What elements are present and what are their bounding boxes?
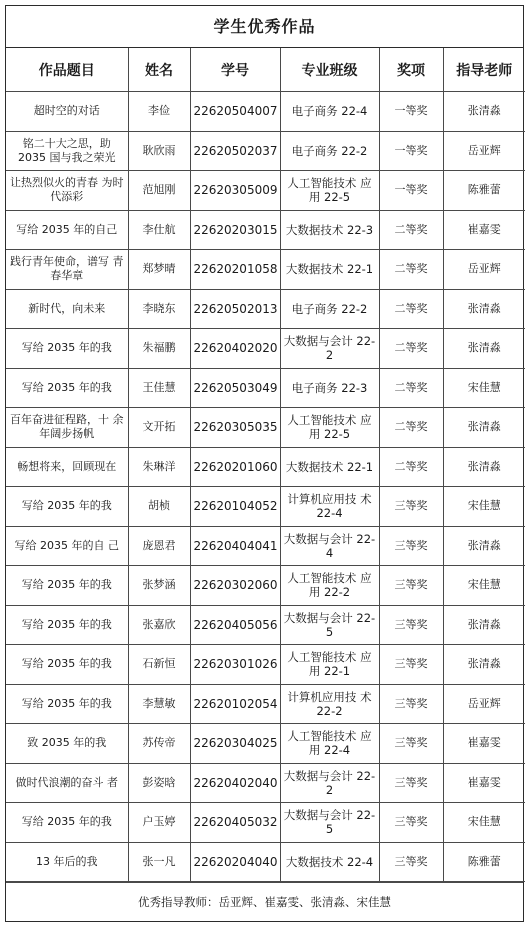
table-row (6, 803, 525, 843)
cell-advisor: 张清淼 (443, 605, 525, 645)
cell-class: 大数据与会计 22-5 (280, 605, 379, 645)
table-row (6, 447, 525, 487)
cell-work-title: 写给 2035 年的我 (6, 684, 128, 724)
header-award: 奖项 (379, 48, 443, 92)
cell-work-title: 践行青年使命，谱写 青春华章 (6, 250, 128, 290)
cell-name: 范旭刚 (128, 171, 190, 211)
cell-work-title: 写给 2035 年的我 (6, 368, 128, 408)
cell-advisor: 宋佳慧 (443, 368, 525, 408)
cell-student-id: 22620301026 (190, 645, 280, 685)
cell-award: 三等奖 (379, 842, 443, 882)
cell-work-title: 写给 2035 年的自 己 (6, 526, 128, 566)
cell-work-title: 畅想将来，回顾现在 (6, 447, 128, 487)
cell-student-id: 22620204040 (190, 842, 280, 882)
cell-name: 户玉婷 (128, 803, 190, 843)
cell-class: 大数据与会计 22-5 (280, 803, 379, 843)
cell-student-id: 22620102054 (190, 684, 280, 724)
cell-award: 一等奖 (379, 171, 443, 211)
cell-work-title: 写给 2035 年的我 (6, 487, 128, 527)
cell-name: 耿欣雨 (128, 131, 190, 171)
cell-name: 郑梦晴 (128, 250, 190, 290)
cell-work-title: 写给 2035 年的自己 (6, 210, 128, 250)
cell-advisor: 张清淼 (443, 92, 525, 132)
cell-award: 二等奖 (379, 289, 443, 329)
cell-class: 人工智能技术 应用 22-4 (280, 724, 379, 764)
cell-name: 庞恩君 (128, 526, 190, 566)
table-row (6, 408, 525, 448)
cell-advisor: 岳亚辉 (443, 131, 525, 171)
cell-advisor: 宋佳慧 (443, 487, 525, 527)
cell-award: 二等奖 (379, 329, 443, 369)
cell-class: 大数据与会计 22-4 (280, 526, 379, 566)
cell-work-title: 写给 2035 年的我 (6, 566, 128, 606)
cell-award: 三等奖 (379, 566, 443, 606)
cell-advisor: 崔嘉雯 (443, 763, 525, 803)
cell-work-title: 做时代浪潮的奋斗 者 (6, 763, 128, 803)
cell-award: 二等奖 (379, 368, 443, 408)
cell-name: 张一凡 (128, 842, 190, 882)
cell-advisor: 岳亚辉 (443, 684, 525, 724)
table-row (6, 684, 525, 724)
cell-name: 张梦涵 (128, 566, 190, 606)
cell-name: 张嘉欣 (128, 605, 190, 645)
cell-student-id: 22620503049 (190, 368, 280, 408)
cell-award: 三等奖 (379, 724, 443, 764)
header-class: 专业班级 (280, 48, 379, 92)
cell-advisor: 张清淼 (443, 447, 525, 487)
cell-award: 一等奖 (379, 131, 443, 171)
cell-award: 三等奖 (379, 605, 443, 645)
cell-class: 大数据技术 22-4 (280, 842, 379, 882)
cell-work-title: 百年奋进征程路，十 余年阔步扬帆 (6, 408, 128, 448)
cell-student-id: 22620402040 (190, 763, 280, 803)
table-title: 学生优秀作品 (6, 6, 523, 48)
header-student-id: 学号 (190, 48, 280, 92)
cell-award: 三等奖 (379, 526, 443, 566)
cell-advisor: 张清淼 (443, 526, 525, 566)
cell-award: 二等奖 (379, 250, 443, 290)
table-row (6, 289, 525, 329)
cell-student-id: 22620502013 (190, 289, 280, 329)
cell-work-title: 写给 2035 年的我 (6, 605, 128, 645)
cell-award: 三等奖 (379, 684, 443, 724)
cell-award: 三等奖 (379, 487, 443, 527)
cell-work-title: 让热烈似火的青春 为时代添彩 (6, 171, 128, 211)
cell-advisor: 宋佳慧 (443, 566, 525, 606)
cell-award: 二等奖 (379, 408, 443, 448)
cell-work-title: 写给 2035 年的我 (6, 645, 128, 685)
table-row (6, 487, 525, 527)
cell-student-id: 22620305009 (190, 171, 280, 211)
cell-class: 电子商务 22-2 (280, 289, 379, 329)
cell-student-id: 22620305035 (190, 408, 280, 448)
cell-student-id: 22620402020 (190, 329, 280, 369)
cell-work-title: 写给 2035 年的我 (6, 803, 128, 843)
cell-class: 人工智能技术 应用 22-5 (280, 408, 379, 448)
cell-class: 大数据技术 22-1 (280, 447, 379, 487)
table-row (6, 605, 525, 645)
table-row (6, 368, 525, 408)
table-row (6, 210, 525, 250)
cell-name: 苏传帝 (128, 724, 190, 764)
table-row (6, 763, 525, 803)
cell-name: 李慧敏 (128, 684, 190, 724)
cell-work-title: 致 2035 年的我 (6, 724, 128, 764)
cell-advisor: 宋佳慧 (443, 803, 525, 843)
cell-student-id: 22620405056 (190, 605, 280, 645)
cell-class: 大数据与会计 22-2 (280, 329, 379, 369)
cell-advisor: 陈雅蕾 (443, 842, 525, 882)
cell-class: 电子商务 22-2 (280, 131, 379, 171)
table-row (6, 724, 525, 764)
header-row (6, 48, 525, 92)
awards-table-sheet (5, 5, 524, 922)
header-work-title: 作品题目 (6, 48, 128, 92)
cell-student-id: 22620104052 (190, 487, 280, 527)
table-row (6, 329, 525, 369)
cell-name: 彭姿晗 (128, 763, 190, 803)
cell-award: 二等奖 (379, 210, 443, 250)
cell-advisor: 岳亚辉 (443, 250, 525, 290)
cell-work-title: 铭二十大之思，助 2035 国与我之荣光 (6, 131, 128, 171)
cell-name: 王佳慧 (128, 368, 190, 408)
cell-award: 一等奖 (379, 92, 443, 132)
cell-student-id: 22620405032 (190, 803, 280, 843)
awards-table (6, 48, 525, 882)
cell-advisor: 张清淼 (443, 645, 525, 685)
cell-class: 电子商务 22-3 (280, 368, 379, 408)
cell-student-id: 22620502037 (190, 131, 280, 171)
cell-award: 三等奖 (379, 645, 443, 685)
cell-advisor: 张清淼 (443, 289, 525, 329)
cell-name: 文开拓 (128, 408, 190, 448)
cell-name: 李晓东 (128, 289, 190, 329)
cell-class: 人工智能技术 应用 22-1 (280, 645, 379, 685)
table-row (6, 250, 525, 290)
cell-award: 二等奖 (379, 447, 443, 487)
header-advisor: 指导老师 (443, 48, 525, 92)
table-row (6, 842, 525, 882)
cell-name: 石新恒 (128, 645, 190, 685)
table-row (6, 131, 525, 171)
table-row (6, 645, 525, 685)
table-row (6, 526, 525, 566)
cell-class: 电子商务 22-4 (280, 92, 379, 132)
cell-student-id: 22620201060 (190, 447, 280, 487)
cell-name: 胡桢 (128, 487, 190, 527)
cell-name: 李俭 (128, 92, 190, 132)
cell-class: 人工智能技术 应用 22-2 (280, 566, 379, 606)
cell-award: 三等奖 (379, 763, 443, 803)
cell-class: 大数据与会计 22-2 (280, 763, 379, 803)
cell-class: 人工智能技术 应用 22-5 (280, 171, 379, 211)
cell-student-id: 22620504007 (190, 92, 280, 132)
cell-student-id: 22620203015 (190, 210, 280, 250)
cell-work-title: 超时空的对话 (6, 92, 128, 132)
cell-name: 朱琳洋 (128, 447, 190, 487)
header-name: 姓名 (128, 48, 190, 92)
cell-advisor: 陈雅蕾 (443, 171, 525, 211)
cell-advisor: 张清淼 (443, 408, 525, 448)
cell-student-id: 22620404041 (190, 526, 280, 566)
cell-advisor: 崔嘉雯 (443, 210, 525, 250)
table-row (6, 92, 525, 132)
cell-class: 计算机应用技 术 22-2 (280, 684, 379, 724)
outstanding-advisors-note: 优秀指导教师：岳亚辉、崔嘉雯、张清淼、宋佳慧 (6, 882, 523, 921)
cell-student-id: 22620201058 (190, 250, 280, 290)
table-row (6, 566, 525, 606)
cell-work-title: 写给 2035 年的我 (6, 329, 128, 369)
cell-student-id: 22620304025 (190, 724, 280, 764)
cell-student-id: 22620302060 (190, 566, 280, 606)
cell-class: 计算机应用技 术 22-4 (280, 487, 379, 527)
cell-advisor: 崔嘉雯 (443, 724, 525, 764)
table-row (6, 171, 525, 211)
cell-name: 朱福鹏 (128, 329, 190, 369)
cell-work-title: 13 年后的我 (6, 842, 128, 882)
cell-advisor: 张清淼 (443, 329, 525, 369)
cell-work-title: 新时代，向未来 (6, 289, 128, 329)
cell-class: 大数据技术 22-3 (280, 210, 379, 250)
cell-award: 三等奖 (379, 803, 443, 843)
cell-class: 大数据技术 22-1 (280, 250, 379, 290)
cell-name: 李仕航 (128, 210, 190, 250)
